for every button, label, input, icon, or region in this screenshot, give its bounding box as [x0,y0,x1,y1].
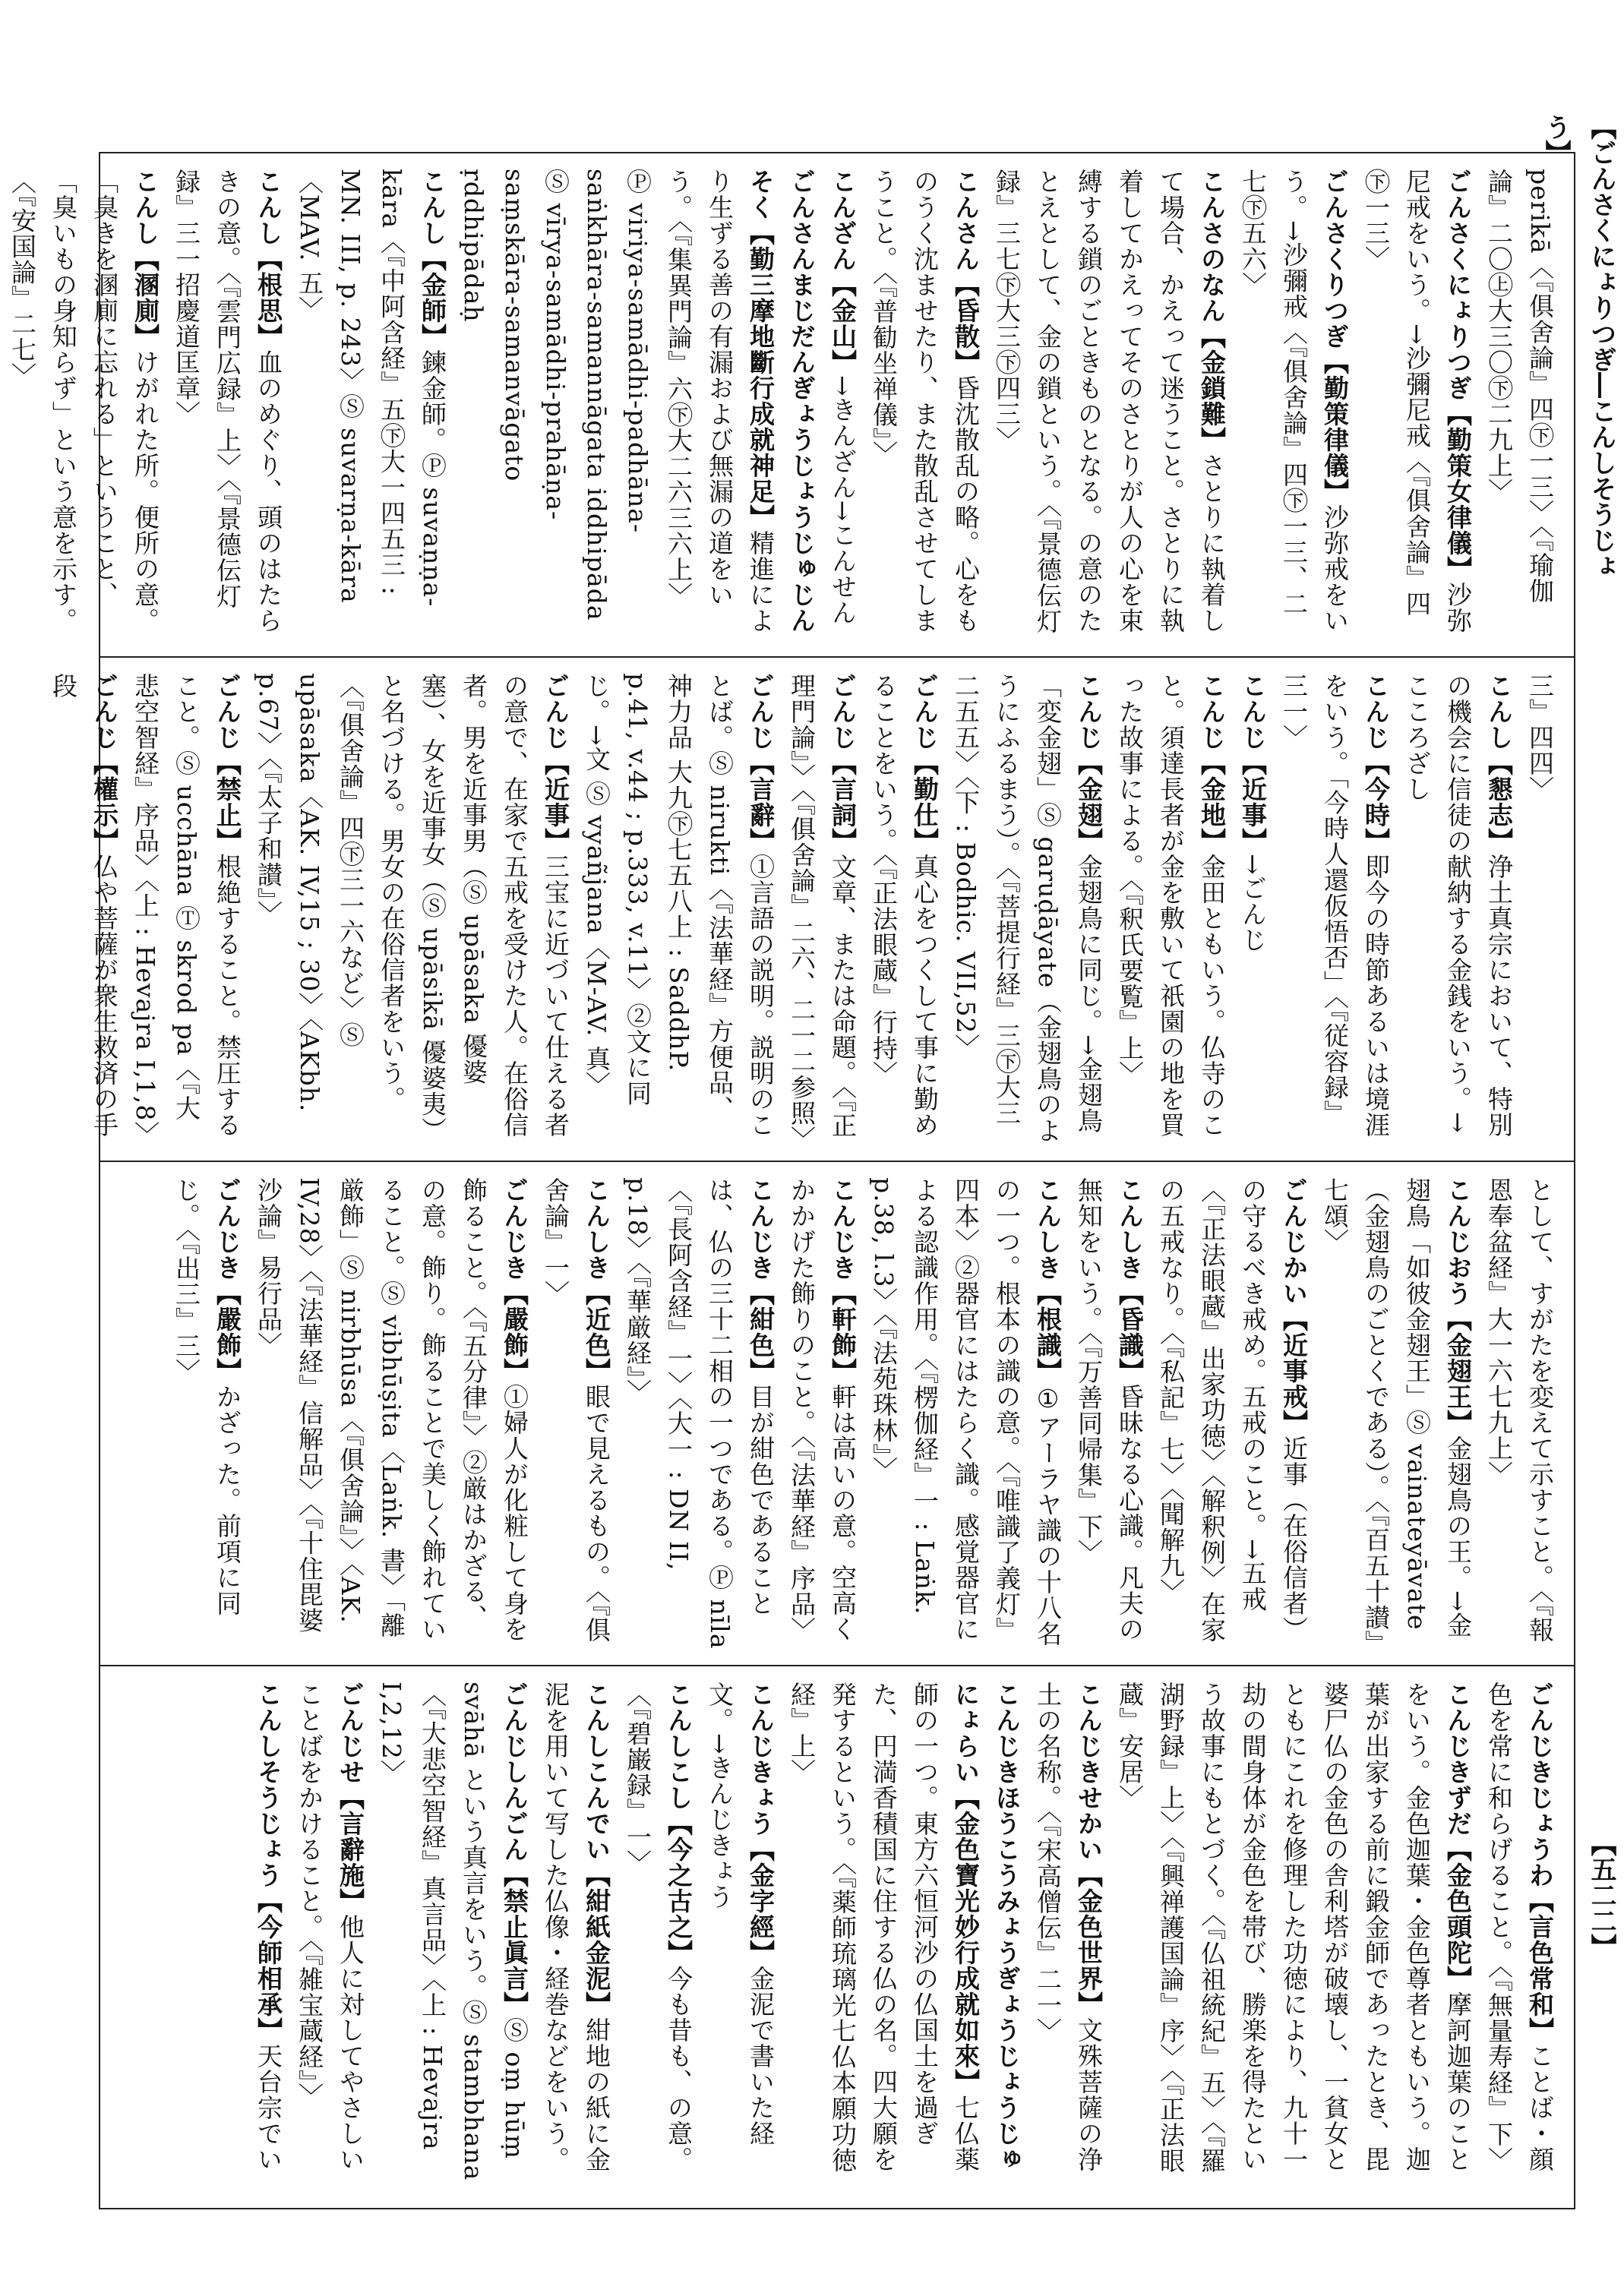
entry-definition: 血のめぐり、頭のはたらきの意。〈『雲門広録』上〉〈『景德伝灯録』三一招慶道匡章〉 [172,169,283,633]
dictionary-entry [1109,1682,1478,2191]
dictionary-entry [1232,169,1355,641]
entry-headword: ごんじき【嚴飾】 [213,1177,242,1384]
entry-headword: こんしこんでい【紺紙金泥】 [582,1682,611,2017]
entry-headword: ごんじ【近事】 [541,673,570,854]
entry-definition: 三宝に近づいて仕える者の意で、在家で五戒を受けた人。在俗信者。男を近事男（Ⓢ upāsaka 優婆塞）、女を近事女（Ⓢ upāsikā 優婆夷）と名づける。男女の在俗信者をいう。〈『俱舍論』四㊦三一六など〉Ⓢ upāsaka〈AK. IV,15 ; 30〉〈AKbh. p.67〉〈『太子和讃』〉 [254,673,570,1143]
entry-definition: 文章、または命題。〈『正理門論』〉〈『俱舍論』二六、二一二参照〉 [787,673,858,1152]
entry-definition: ①言語の説明。説明のことば。Ⓢ nirukti〈『法華経』方便品、神力品 大九㊦七五八上 : SaddhP. p.41, v.44 ; p.333, v.11〉②文に同じ。→文 Ⓢ vyañjana〈M-AV. 真〉 [582,673,776,1138]
entry-definition: 真心をつくして事に勤めることをいう。〈『正法眼蔵』行持〉 [869,673,940,1138]
dictionary-entry [289,169,453,641]
dictionary-page-frame [8,152,1575,2209]
dictionary-entry [699,1682,781,2191]
entry-definition: Ⓢ oṃ hūṃ svāhā という真言をいう。Ⓢ stambhana〈『大悲空智経』真言品〉〈上 : Hevajra I,2,12〉 [377,1682,529,2181]
dictionary-entry [1355,169,1478,641]
entry-definition: 根絶すること。禁圧すること。Ⓢ ucchāna Ⓣ skrod pa〈『大悲空智経』序品〉〈上 : Hevajra I,1,8〉 [131,673,242,1148]
entry-headword: ごんじしんごん【禁止眞言】 [500,1682,529,2017]
dictionary-entry [2,169,166,641]
dictionary-entry [248,1682,289,2191]
dictionary-entry [248,673,576,1145]
entry-headword: こんじきほうこうみょうぎょうじょうじゅにょらい【金色寶光妙行成就如來】 [951,1682,1022,2172]
entry-headword: こんじ【今時】 [1361,673,1391,854]
entry-headword: こんじ【金地】 [1197,673,1227,854]
dictionary-entry [617,1682,699,2191]
entry-headword: こんじ【金翅】 [1074,673,1104,854]
entry-headword: こんしき【昏識】 [1115,1177,1145,1384]
entry-definition: 金翅鳥の王。→金翅鳥「如彼金翅王」Ⓢ vainateyāvate（金翅鳥のごとくである）。〈『百五十讃』七頌〉 [1320,1177,1473,1644]
entry-definition: 紺地の紙に金泥を用いて写した仏像・経巻などをいう。 [541,1682,611,2172]
entry-definition: 摩訶迦葉のことをいう。金色迦葉・金色尊者ともいう。迦葉が出家する前に鍛金師であったとき、毘婆尸仏の金色の舎利塔が破壊し、一貧女とともにこれを修理した功徳により、九十一劫の間身体が金色を帯び、勝楽を得たという故事にもとづく。〈『仏祖統紀』五〉〈『羅湖野録』上〉〈『興禅護国論』序〉〈『正法眼蔵』安居〉 [1115,1682,1473,2174]
dictionary-entry [289,1682,371,2191]
entry-headword: こんじき【紺色】 [746,1177,776,1384]
entry-definition: ①婦人が化粧して身を飾ること。〈『五分律』〉②厳はかざる、の意。飾り。飾ることで美しく飾れていること。Ⓢ vibhūṣita〈Laṅk. 書〉「離厳飾」Ⓢ nirbhūsa〈『俱舍論』〉〈AK. IV,28〉〈『法華経』信解品〉〈『十住毘婆沙論』易行品〉 [254,1177,529,1642]
dictionary-entry [166,1177,248,1650]
entry-definition: 目が紺色であることは、仏の三十二相の一つである。Ⓟ nīla〈『長阿含経』一〉〈大一 : DN II, p.18〉〈『華厳経』〉 [623,1177,776,1650]
entry-headword: こんしこし【今之古之】 [664,1682,694,1966]
entry-headword: ごんさんまじだんぎょうじょうじゅじんそく【勤三摩地斷行成就神足】 [746,169,817,633]
entry-headword: ごんじき【嚴飾】 [500,1177,529,1384]
dictionary-entry [863,169,986,641]
entry-definition: 金田ともいう。仏寺のこと。須達長者が金を敷いて祇園の地を買った故事による。〈『釈氏要覧』上〉 [1115,673,1227,1138]
tier-4 [100,1666,1574,2206]
entry-headword: こんさのなん【金鎖難】 [1197,169,1227,453]
dictionary-entry [781,1177,863,1650]
dictionary-entry [535,1177,617,1650]
entry-headword: ごんじかい【近事戒】 [1279,1177,1309,1435]
dictionary-entry [1273,673,1396,1145]
entry-definition: 昏昧なる心識。凡夫の無知をいう。〈『万善同帰集』下〉 [1074,1177,1145,1642]
dictionary-entry [1478,1177,1560,1650]
entry-headword: ごんじ【權示】 [90,673,119,854]
dictionary-entry [986,169,1232,641]
tier-3-text [166,1177,1560,1650]
dictionary-entry [1478,1682,1560,2191]
tier-1-text [0,169,1560,641]
entry-definition: 金泥で書いた経文。→きんじきょう [705,1682,776,2146]
entry-definition: →ごんじ [1238,854,1268,953]
entry-headword: こんし【懇志】 [1484,673,1514,854]
entry-definition: 仏や菩薩が衆生救済の手段 [49,673,119,1138]
dictionary-entry [1068,1177,1150,1650]
entry-headword: ごんじせ【言辭施】 [336,1682,365,1914]
page-number: 【五二二】 [1586,1830,1616,1960]
dictionary-entry [945,673,1109,1145]
entry-headword: こんじ【近事】 [1238,673,1268,854]
entry-definition: 眼で見えるもの。〈『俱舍論』一〉 [541,1177,611,1643]
dictionary-entry [0,169,2,641]
entry-headword: こんじおう【金翅王】 [1443,1177,1473,1435]
entry-definition: けがれた所。便所の意。「臭きを溷廁に忘れる」ということ、「臭いもの身知らず」という意を示す。〈『安国論』二七〉 [8,169,160,633]
dictionary-entry [822,169,863,641]
entry-definition: ことば・顔色を常に和らげること。〈『無量寿経』下〉 [1484,1682,1555,2173]
entry-headword: こんし【溷廁】 [131,169,160,349]
dictionary-entry [1027,1682,1109,2191]
dictionary-entry [1519,673,1560,1145]
entry-definition: 軒は高いの意。空高くかかげた飾りのこと。〈『法華経』序品〉 [787,1177,858,1643]
entry-headword: ごんじきじょうわ【言色常和】 [1525,1682,1555,2043]
entry-definition: 今も昔も、の意。〈『碧巌録』一〉 [623,1682,694,2172]
entry-headword: ごんじ【禁止】 [213,673,242,854]
entry-definition: として、すがたを変えて示すこと。〈『報恩奉盆経』大一六七九上〉 [1484,1177,1555,1643]
dictionary-entry [453,169,822,641]
entry-headword: こんしそうじょう【今師相承】 [254,1682,283,2043]
entry-headword: こんざん【金山】 [828,169,858,375]
dictionary-entry [371,1682,535,2191]
dictionary-entry [1150,1177,1314,1650]
running-title: 【ごんさくにょりつぎ―こんしそうじょう】 [1540,114,1616,579]
tier-4-text [248,1682,1560,2191]
entry-headword: ごんじ【言辭】 [746,673,776,854]
tier-2 [49,658,1574,1162]
dictionary-entry [781,1682,1027,2191]
entry-definition: 精進により生ずる善の有漏および無漏の道をいう。〈『集異門論』六㊦大二六三六上〉 Ⓟ viriya-samādhi-padhāna-saṅkhāra-samannāgata iddhipāda Ⓢ vīrya-samādhi-prahāṇa-saṃskāra-samanvāgato ṛddhipādaḥ [459,169,776,633]
entry-definition: perikā〈『俱舍論』四㊦一三〉〈『瑜伽論』二〇㊤大三〇㊦二九上〉 [1484,169,1555,605]
dictionary-entry [781,673,863,1152]
dictionary-entry [863,1177,1068,1650]
entry-definition: 沙弥尼戒をいう。→沙彌尼戒〈『俱舍論』四㊦一三〉 [1361,169,1473,633]
entry-headword: こんしき【根識】 [1033,1177,1063,1384]
entry-definition: 沙弥戒をいう。→沙彌戒〈『俱舍論』四㊦一三、二七㊦五六〉 [1238,169,1350,633]
dictionary-entry [863,673,945,1145]
entry-definition: 文殊菩薩の浄土の名称。〈『宋高僧伝』二一〉 [1033,1682,1104,2172]
entry-headword: こんしき【近色】 [582,1177,611,1384]
entry-headword: こんじきせかい【金色世界】 [1074,1682,1104,2017]
tier-3 [100,1162,1574,1666]
dictionary-entry [1314,1177,1478,1650]
dictionary-entry [1478,169,1560,641]
dictionary-entry [1232,673,1273,1145]
entry-definition: 浄土真宗において、特別の機会に信徒の献納する金銭をいう。→こころざし [1402,673,1514,1138]
entry-definition: 昏沈散乱の略。心をものうく沈ませたり、また散乱させてしまうこと。〈『普勧坐禅儀』〉 [869,169,981,633]
entry-definition: かざった。前項に同じ。〈『出三』三〉 [172,1177,242,1616]
entry-headword: こんじきずだ【金色頭陀】 [1443,1682,1473,1991]
dictionary-entry [617,1177,781,1650]
dictionary-entry [1109,673,1232,1145]
dictionary-entry [248,1177,535,1650]
entry-headword: ごんさくりつぎ【勤策律儀】 [1320,169,1350,504]
dictionary-entry [535,1682,617,2191]
dictionary-entry [1396,673,1519,1145]
entry-definition: 鍊金師。Ⓟ suvaṇṇa-kāra〈『中阿含経』五㊦大一四五三 : MN. III, p. 243〉Ⓢ suvarṇa-kāra〈MAV. 五〉 [295,169,447,608]
dictionary-entry [43,673,125,1145]
entry-definition: 即今の時節あるいは境涯をいう。「今時人還仮悟否」〈『従容録』三一〉 [1279,673,1391,1138]
entry-definition: 七仏薬師の一つ。東方六恒河沙の仏国土を過ぎた、円満香積国に住する仏の名。四大願を発するという。〈『薬師琉璃光七仏本願功徳経』上〉 [787,1682,981,2173]
entry-headword: ごんじ【言詞】 [828,673,858,854]
tier-1 [8,153,1574,658]
entry-definition: さとりに執着して場合、かえって迷うこと。さとりに執着してかえってそのさとりが人の心を束縛する鎖のごときものとなる。の意のたとえとして、金の鎖という。〈『景德伝灯録』三七㊦大三㊦四三〉 [992,169,1227,634]
entry-headword: こんし【根思】 [254,169,283,349]
dictionary-entry [166,169,289,641]
dictionary-entry [125,673,248,1148]
entry-headword: ごんさくにょりつぎ【勤策女律儀】 [1443,169,1473,582]
entry-headword: こんし【金師】 [418,169,447,349]
entry-headword: ごんじ【勤仕】 [910,673,940,854]
entry-definition: 金翅鳥に同じ。→金翅鳥「変金翅」Ⓢ garuḍāyate（金翅鳥のようにふるまう）。〈『菩提行経』三㊦大三二五五〉〈下 : Bodhic. VII,52〉 [951,673,1104,1144]
entry-definition: 三』四四〉 [1525,673,1555,802]
entry-definition: ①アーラヤ識の十八名の一つ。根本の識の意。〈『唯識了義灯』四本〉②器官にはたらく識。感覚器官による認識作用。〈『楞伽経』一 : Laṅk. p.38, l.3〉〈『法苑珠林』〉 [869,1177,1063,1647]
entry-headword: こんじきょう【金字經】 [746,1682,776,1966]
entry-headword: こんじき【軒飾】 [828,1177,858,1384]
entry-definition: 近事（在俗信者）の守るべき戒め。五戒のこと。→五戒〈『正法眼蔵』出家功徳〉〈解釈例〉在家の五戒なり。〈『私記』七〉〈聞解九〉 [1156,1177,1309,1643]
entry-headword: こんさん【昏散】 [951,169,981,375]
dictionary-entry [576,673,781,1145]
entry-definition: 他人に対してやさしいことばをかけること。〈『雑宝蔵経』〉 [295,1682,365,2172]
tier-2-text [43,673,1560,1152]
entry-definition: →きんざん→こんせん [828,375,858,626]
entry-definition: 天台宗でい [254,2043,283,2172]
